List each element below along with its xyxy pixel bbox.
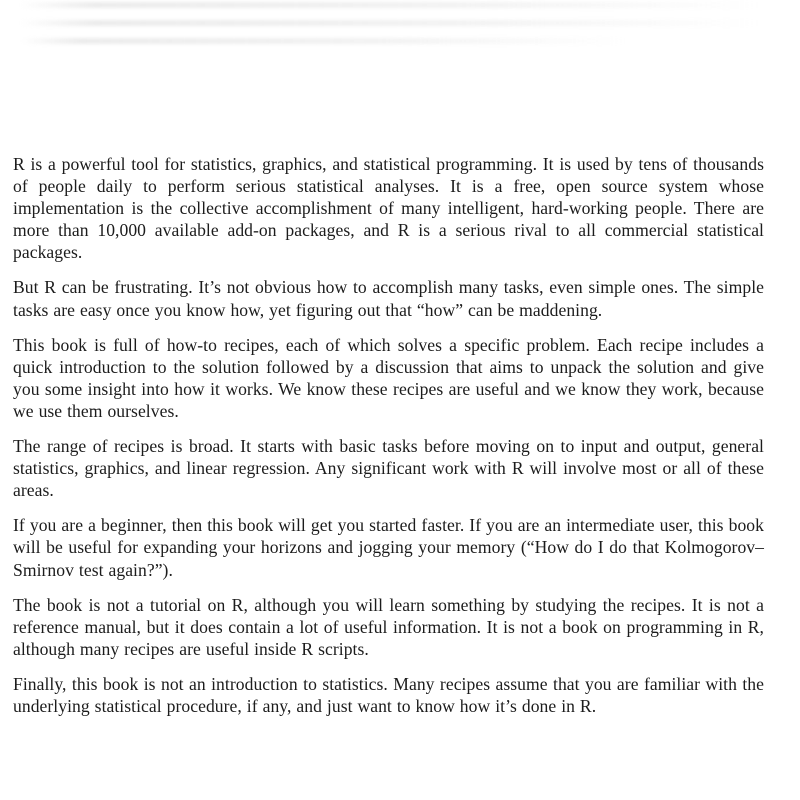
paragraph-range: The range of recipes is broad. It starts with basic tasks before moving on to input and output, general statistics, graphics, and linear regression. Any significant work with R will involve most or all of these areas. — [13, 436, 764, 501]
bleed-through-artifact — [20, 2, 760, 92]
bleed-line — [20, 20, 760, 26]
paragraph-not-tutorial: The book is not a tutorial on R, although you will learn something by studying the recipes. It is not a reference manual, but it does contain a lot of useful information. It is not a book on programming in R, although many recipes are useful inside R scripts. — [13, 594, 764, 659]
paragraph-frustrating: But R can be frustrating. It’s not obvious how to accomplish many tasks, even simple ones. The simple tasks are easy once you know how, yet figuring out that “how” can be maddening. — [13, 277, 764, 320]
bleed-line — [20, 38, 627, 44]
paragraph-recipes: This book is full of how-to recipes, each of which solves a specific problem. Each recipe includes a quick introduction to the solution followed by a discussion that aims to unpack the solution and give you some insight into how it works. We know these recipes are useful and we know they work, because we use them ourselves. — [13, 334, 764, 421]
paragraph-r-intro: R is a powerful tool for statistics, graphics, and statistical programming. It is used by tens of thousands of people daily to perform serious statistical analyses. It is a free, open source system whose implementation is the collective accomplishment of many intelligent, hard-working people. There are more than 10,000 available add-on packages, and R is a serious rival to all commercial statistical packages. — [13, 154, 764, 263]
bleed-line — [20, 2, 760, 8]
paragraph-not-statistics: Finally, this book is not an introduction to statistics. Many recipes assume that you are familiar with the underlying statistical procedure, if any, and just want to know how it’s done in R. — [13, 673, 764, 716]
paragraph-beginner: If you are a beginner, then this book will get you started faster. If you are an intermediate user, this book will be useful for expanding your horizons and jogging your memory (“How do I do that Kolmogorov–Smirnov test again?”). — [13, 515, 764, 580]
body-text — [13, 153, 764, 730]
